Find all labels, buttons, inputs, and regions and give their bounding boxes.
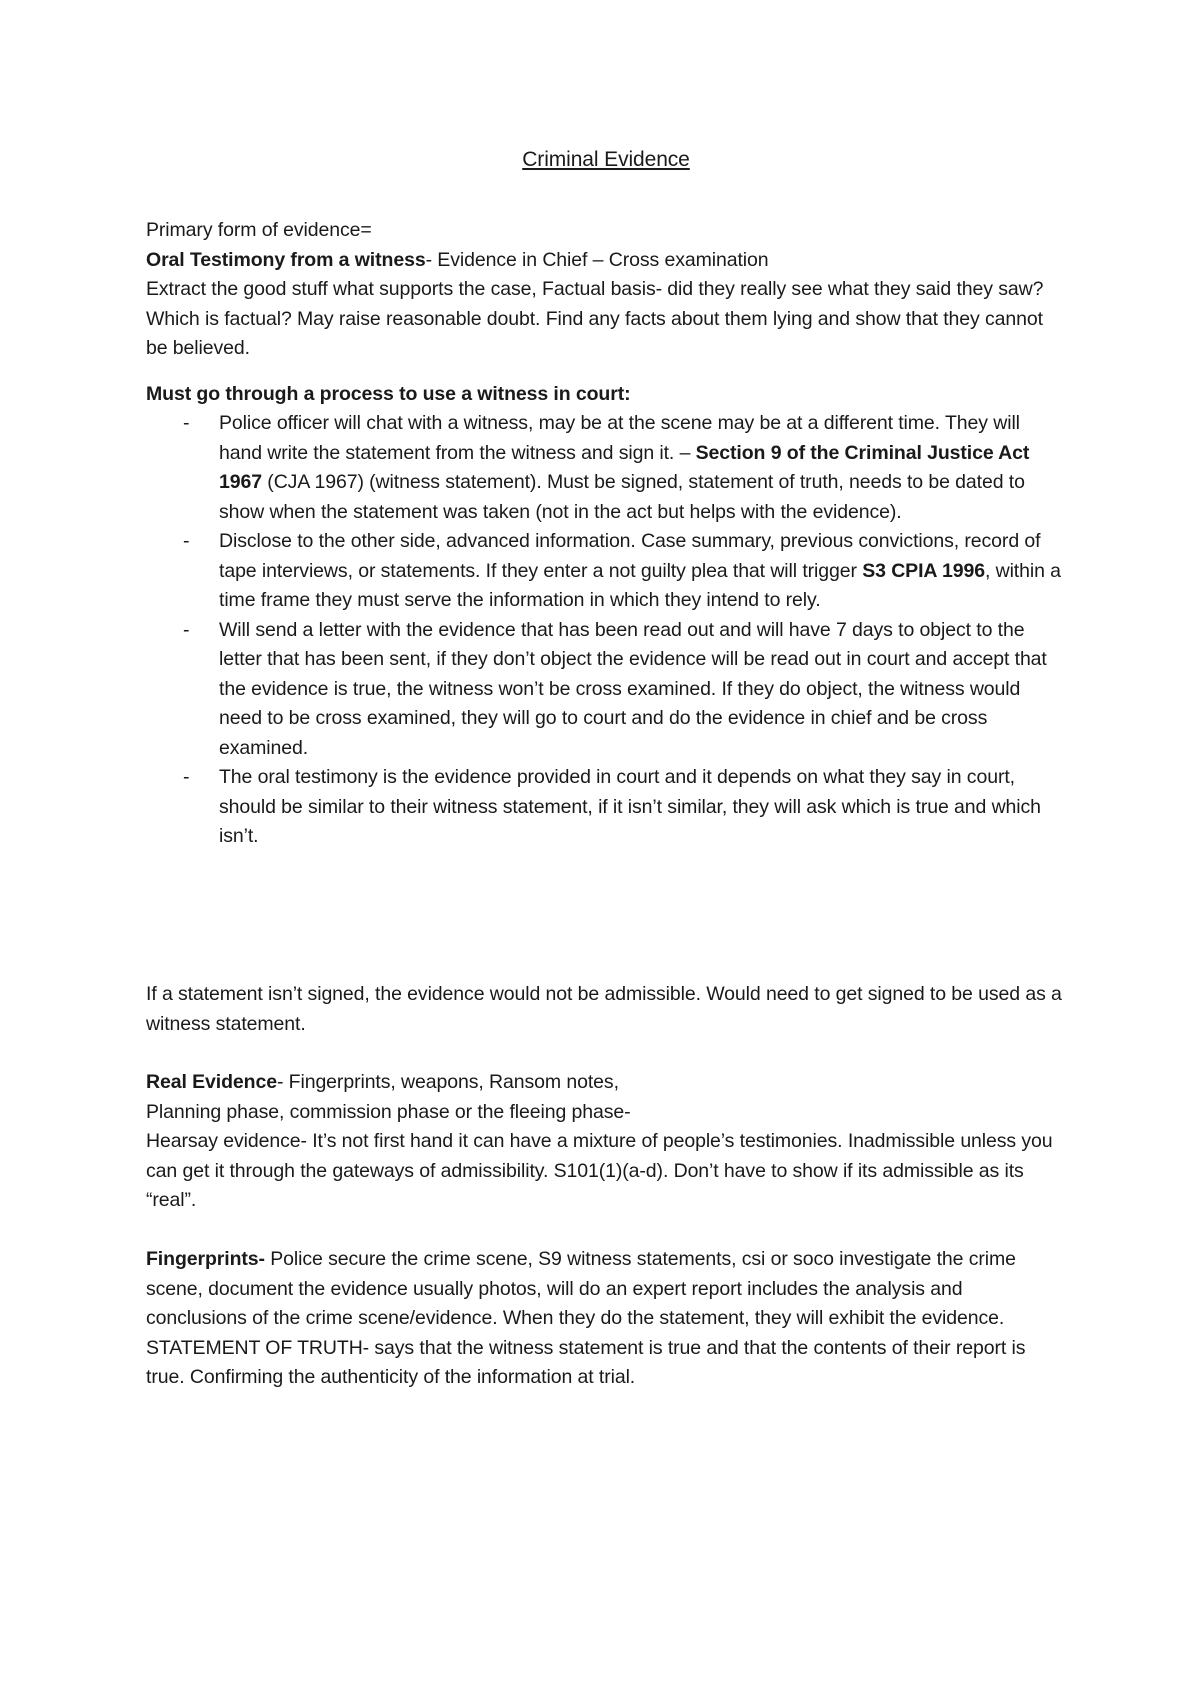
fingerprints-paragraph xyxy=(146,1245,1066,1393)
intro-section xyxy=(146,216,1066,364)
list-item-text: Police officer will chat with a witness, may be at the scene may be at a different time. They will hand write the statement from the witness and sign it. – xyxy=(219,412,1020,464)
intro-paragraph: Extract the good stuff what supports the case, Factual basis- did they really see what they said they saw? Which is factual? May raise reasonable doubt. Find any facts about them lying and show that they cannot be believed. xyxy=(146,278,1044,359)
real-evidence-text: - Fingerprints, weapons, Ransom notes, xyxy=(276,1071,619,1093)
fingerprints-heading: Fingerprints- xyxy=(146,1248,265,1270)
fingerprints-section xyxy=(146,1245,1066,1393)
unsigned-paragraph: If a statement isn’t signed, the evidence would not be admissible. Would need to get signed to be used as a witness statement. xyxy=(146,983,1062,1035)
oral-testimony-text: - Evidence in Chief – Cross examination xyxy=(425,248,769,271)
list-item-text: (CJA 1967) (witness statement). Must be signed, statement of truth, needs to be dated to show when the statement was taken (not in the act but helps with the evidence). xyxy=(219,471,1025,523)
oral-testimony-line xyxy=(146,246,1066,276)
process-heading-block xyxy=(146,380,1066,410)
list-item-bold: Section 9 of the Criminal Justice Act 1967 xyxy=(219,441,1030,493)
list-item xyxy=(146,616,1066,764)
list-item xyxy=(146,527,1066,616)
list-item-text: , within a time frame they must serve the information in which they intend to rely. xyxy=(219,559,1061,611)
bullet-dash: - xyxy=(183,530,190,552)
hearsay-paragraph: Hearsay evidence- It’s not first hand it can have a mixture of people’s testimonies. Inadmissible unless you can get it through the gateways of admissibility. S101(1)(a-d). Don’t have to show if its admissible as its “real”. xyxy=(146,1130,1053,1211)
unsigned-section xyxy=(146,980,1066,1039)
document-title: Criminal Evidence xyxy=(522,148,690,171)
real-evidence-heading: Real Evidence xyxy=(146,1071,277,1093)
bullet-dash: - xyxy=(183,618,190,641)
list-item-text: The oral testimony is the evidence provided in court and it depends on what they say in court, should be similar to their witness statement, if it isn’t similar, they will ask which is true and which isn’t. xyxy=(219,766,1041,847)
intro-line: Primary form of evidence= xyxy=(146,219,372,241)
fingerprints-text: Police secure the crime scene, S9 witness statements, csi or soco investigate the crime scene, document the evidence usually photos, will do an expert report includes the analysis and conclusions of the crime scene/evidence. When they do the statement, they will exhibit the evidence. STATEMENT OF TRUTH- says that the witness statement is true and that the contents of their report is true. Confirming the authenticity of the information at trial. xyxy=(146,1248,1026,1388)
bullet-dash: - xyxy=(183,412,190,434)
list-item xyxy=(146,409,1066,527)
list-item-bold: S3 CPIA 1996 xyxy=(862,559,985,582)
list-item-text: Disclose to the other side, advanced information. Case summary, previous convictions, record of tape interviews, or statements. If they enter a not guilty plea that will trigger xyxy=(219,530,1041,582)
real-evidence-line xyxy=(146,1068,1066,1098)
bullet-dash: - xyxy=(183,766,190,788)
list-item-text: Will send a letter with the evidence that has been read out and will have 7 days to object to the letter that has been sent, if they don’t object the evidence will be read out in court and accept that the evidence is true, the witness won’t be cross examined. If they do object, the witness would need to be cross examined, they will go to court and do the evidence in chief and be cross examined. xyxy=(219,618,1047,759)
process-list xyxy=(146,409,1066,852)
process-heading: Must go through a process to use a witness in court: xyxy=(146,383,631,405)
phases-line: Planning phase, commission phase or the fleeing phase- xyxy=(146,1100,631,1123)
real-evidence-section xyxy=(146,1068,1066,1216)
list-item xyxy=(146,763,1066,852)
oral-testimony-heading: Oral Testimony from a witness xyxy=(146,248,426,271)
